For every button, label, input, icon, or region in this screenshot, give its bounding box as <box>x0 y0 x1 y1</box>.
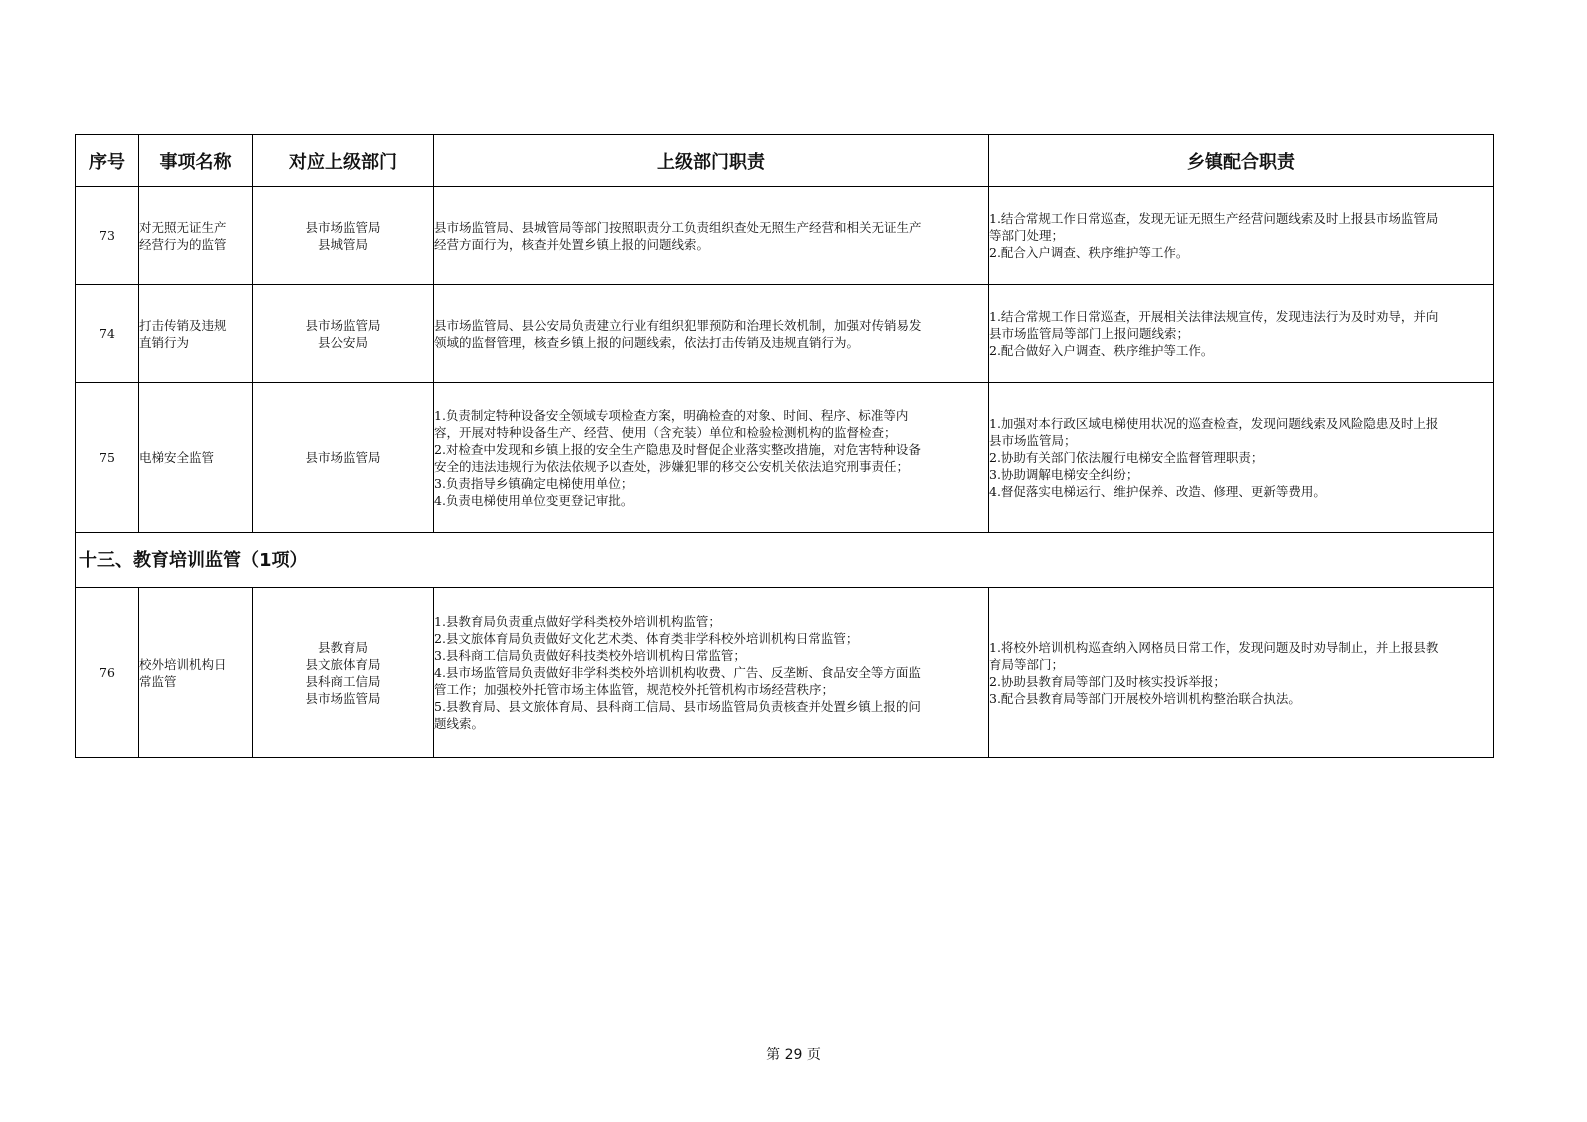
section-row <box>76 533 1494 588</box>
row-no: 74 <box>76 285 139 383</box>
section-title: 十三、教育培训监管（1项） <box>76 533 1494 588</box>
text-line: 5.县教育局、县文旅体育局、县科商工信局、县市场监管局负责核查并处置乡镇上报的问 <box>434 699 921 714</box>
text-line: 1.结合常规工作日常巡查，发现无证无照生产经营问题线索及时上报县市场监管局 <box>989 211 1439 226</box>
text-line: 县市场监管局等部门上报问题线索； <box>989 326 1190 341</box>
row-town-duty <box>989 588 1494 758</box>
text-line: 题线索。 <box>434 716 485 731</box>
text-line: 经营行为的监管 <box>139 236 227 252</box>
row-no: 76 <box>76 588 139 758</box>
header-no: 序号 <box>76 135 139 187</box>
text-line: 2.协助县教育局等部门及时核实投诉举报； <box>989 673 1226 689</box>
table-header-row <box>76 135 1494 187</box>
text-line: 县市场监管局 <box>305 450 381 465</box>
text-line: 1.结合常规工作日常巡查，开展相关法律法规宣传，发现违法行为及时劝导，并向 <box>989 309 1439 324</box>
text-line: 县公安局 <box>317 334 368 350</box>
text-line: 2.配合入户调查、秩序维护等工作。 <box>989 245 1189 260</box>
row-dept <box>253 588 434 758</box>
row-town-duty <box>989 187 1494 285</box>
table-row <box>76 285 1494 383</box>
text-line: 1.加强对本行政区域电梯使用状况的巡查检查，发现问题线索及风险隐患及时上报 <box>989 416 1439 431</box>
text-line: 等部门处理； <box>989 228 1065 243</box>
row-item-name <box>139 187 253 285</box>
row-dept <box>253 187 434 285</box>
row-item-name <box>139 383 253 533</box>
text-line: 县市场监管局 <box>305 690 381 706</box>
table-row <box>76 187 1494 285</box>
text-line: 电梯安全监管 <box>139 450 215 465</box>
text-line: 县文旅体育局 <box>305 656 381 672</box>
text-line: 2.配合做好入户调查、秩序维护等工作。 <box>989 343 1214 358</box>
text-line: 县教育局 <box>317 639 368 655</box>
text-line: 3.配合县教育局等部门开展校外培训机构整治联合执法。 <box>989 690 1301 706</box>
text-line: 4.督促落实电梯运行、维护保养、改造、修理、更新等费用。 <box>989 484 1326 499</box>
duty-table <box>75 134 1494 758</box>
header-dept: 对应上级部门 <box>253 135 434 187</box>
header-town-duty: 乡镇配合职责 <box>989 135 1494 187</box>
text-line: 县市场监管局 <box>305 317 381 333</box>
text-line: 县市场监管局、县城管局等部门按照职责分工负责组织查处无照生产经营和相关无证生产 <box>434 219 922 235</box>
page-number: 第 29 页 <box>766 1047 821 1063</box>
text-line: 县科商工信局 <box>305 673 381 689</box>
text-line: 直销行为 <box>139 334 190 350</box>
text-line: 县市场监管局； <box>989 433 1077 448</box>
row-upper-duty <box>434 285 989 383</box>
row-no: 75 <box>76 383 139 533</box>
text-line: 2.县文旅体育局负责做好文化艺术类、体育类非学科校外培训机构日常监管； <box>434 631 859 646</box>
text-line: 安全的违法违规行为依法依规予以查处，涉嫌犯罪的移交公安机关依法追究刑事责任； <box>434 458 910 474</box>
text-line: 4.县市场监管局负责做好非学科类校外培训机构收费、广告、反垄断、食品安全等方面监 <box>434 665 921 680</box>
text-line: 2.协助有关部门依法履行电梯安全监督管理职责； <box>989 450 1264 465</box>
text-line: 3.县科商工信局负责做好科技类校外培训机构日常监管； <box>434 648 746 663</box>
row-upper-duty <box>434 588 989 758</box>
row-upper-duty <box>434 383 989 533</box>
header-item-name: 事项名称 <box>139 135 253 187</box>
row-no: 73 <box>76 187 139 285</box>
text-line: 4.负责电梯使用单位变更登记审批。 <box>434 492 634 508</box>
row-upper-duty <box>434 187 989 285</box>
text-line: 领域的监督管理，核查乡镇上报的问题线索，依法打击传销及违规直销行为。 <box>434 334 860 350</box>
text-line: 经营方面行为，核查并处置乡镇上报的问题线索。 <box>434 236 710 252</box>
row-dept <box>253 383 434 533</box>
text-line: 管工作；加强校外托管市场主体监管，规范校外托管机构市场经营秩序； <box>434 682 835 697</box>
text-line: 对无照无证生产 <box>139 219 227 235</box>
text-line: 县城管局 <box>317 236 368 252</box>
text-line: 2.对检查中发现和乡镇上报的安全生产隐患及时督促企业落实整改措施，对危害特种设备 <box>434 441 921 457</box>
text-line: 1.将校外培训机构巡查纳入网格员日常工作，发现问题及时劝导制止，并上报县教 <box>989 639 1439 655</box>
text-line: 育局等部门； <box>989 656 1065 672</box>
text-line: 1.县教育局负责重点做好学科类校外培训机构监管； <box>434 614 721 629</box>
row-item-name <box>139 285 253 383</box>
text-line: 打击传销及违规 <box>139 317 227 333</box>
text-line: 县市场监管局、县公安局负责建立行业有组织犯罪预防和治理长效机制，加强对传销易发 <box>434 317 922 333</box>
text-line: 1.负责制定特种设备安全领域专项检查方案，明确检查的对象、时间、程序、标准等内 <box>434 407 909 423</box>
table-row <box>76 588 1494 758</box>
row-town-duty <box>989 285 1494 383</box>
text-line: 校外培训机构日 <box>139 656 227 672</box>
row-dept <box>253 285 434 383</box>
row-town-duty <box>989 383 1494 533</box>
text-line: 县市场监管局 <box>305 219 381 235</box>
row-item-name <box>139 588 253 758</box>
table-row <box>76 383 1494 533</box>
text-line: 3.协助调解电梯安全纠纷； <box>989 467 1139 482</box>
header-upper-duty: 上级部门职责 <box>434 135 989 187</box>
text-line: 常监管 <box>139 673 177 689</box>
text-line: 3.负责指导乡镇确定电梯使用单位； <box>434 475 634 491</box>
text-line: 容，开展对特种设备生产、经营、使用（含充装）单位和检验检测机构的监督检查； <box>434 424 897 440</box>
